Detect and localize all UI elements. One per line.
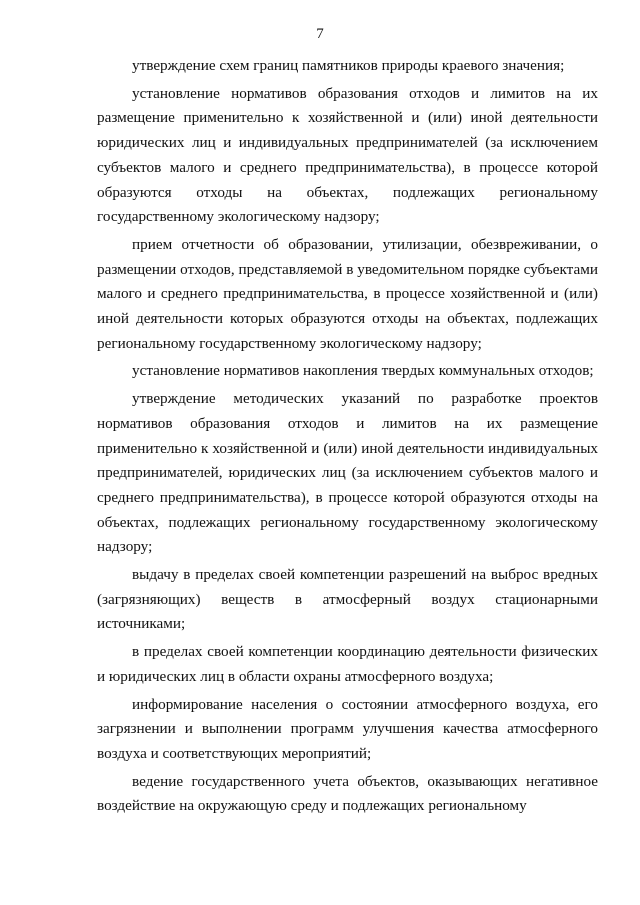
paragraph: утверждение схем границ памятников природы краевого значения;: [132, 57, 565, 74]
paragraph: ведение государственного учета объектов, оказывающих негативное воздействие на окружающую среду и подлежащих региональному: [97, 772, 598, 815]
paragraph: в пределах своей компетенции координацию деятельности физических и юридических лиц в области охраны атмосферного воздуха;: [97, 643, 598, 685]
page-number: 7: [316, 26, 324, 42]
paragraph: выдачу в пределах своей компетенции разрешений на выброс вредных (загрязняющих) веществ в атмосферный воздух стационарными источниками;: [97, 566, 598, 633]
document-body: [97, 54, 598, 822]
paragraph: прием отчетности об образовании, утилизации, обезвреживании, о размещении отходов, представляемой в уведомительном порядке субъектами малого и среднего предпринимательства, в процессе хозяйственной и (или) иной деятельности которых образуются отходы на объектах, подлежащих региональному государственному экологическому надзору;: [97, 235, 598, 352]
paragraph: установление нормативов накопления твердых коммунальных отходов;: [132, 362, 594, 380]
paragraph: информирование населения о состоянии атмосферного воздуха, его загрязнении и выполнении программ улучшения качества атмосферного воздуха и соответствующих мероприятий;: [97, 695, 598, 762]
paragraph: утверждение методических указаний по разработке проектов нормативов образования отходов и лимитов на их размещение применительно к хозяйственной и (или) иной деятельности индивидуальных предпринимателей, юридических лиц (за исключением субъектов малого и среднего предпринимательства), в процессе которой образуются отходы на объектах, подлежащих региональному государственному экологическому надзору;: [97, 390, 598, 556]
paragraph: установление нормативов образования отходов и лимитов на их размещение применительно к хозяйственной и (или) иной деятельности юридических лиц и индивидуальных предпринимателей (за исключением субъектов малого и среднего предпринимательства), в процессе которой образуются отходы на объектах, подлежащих региональному государственному экологическому надзору;: [97, 84, 598, 226]
